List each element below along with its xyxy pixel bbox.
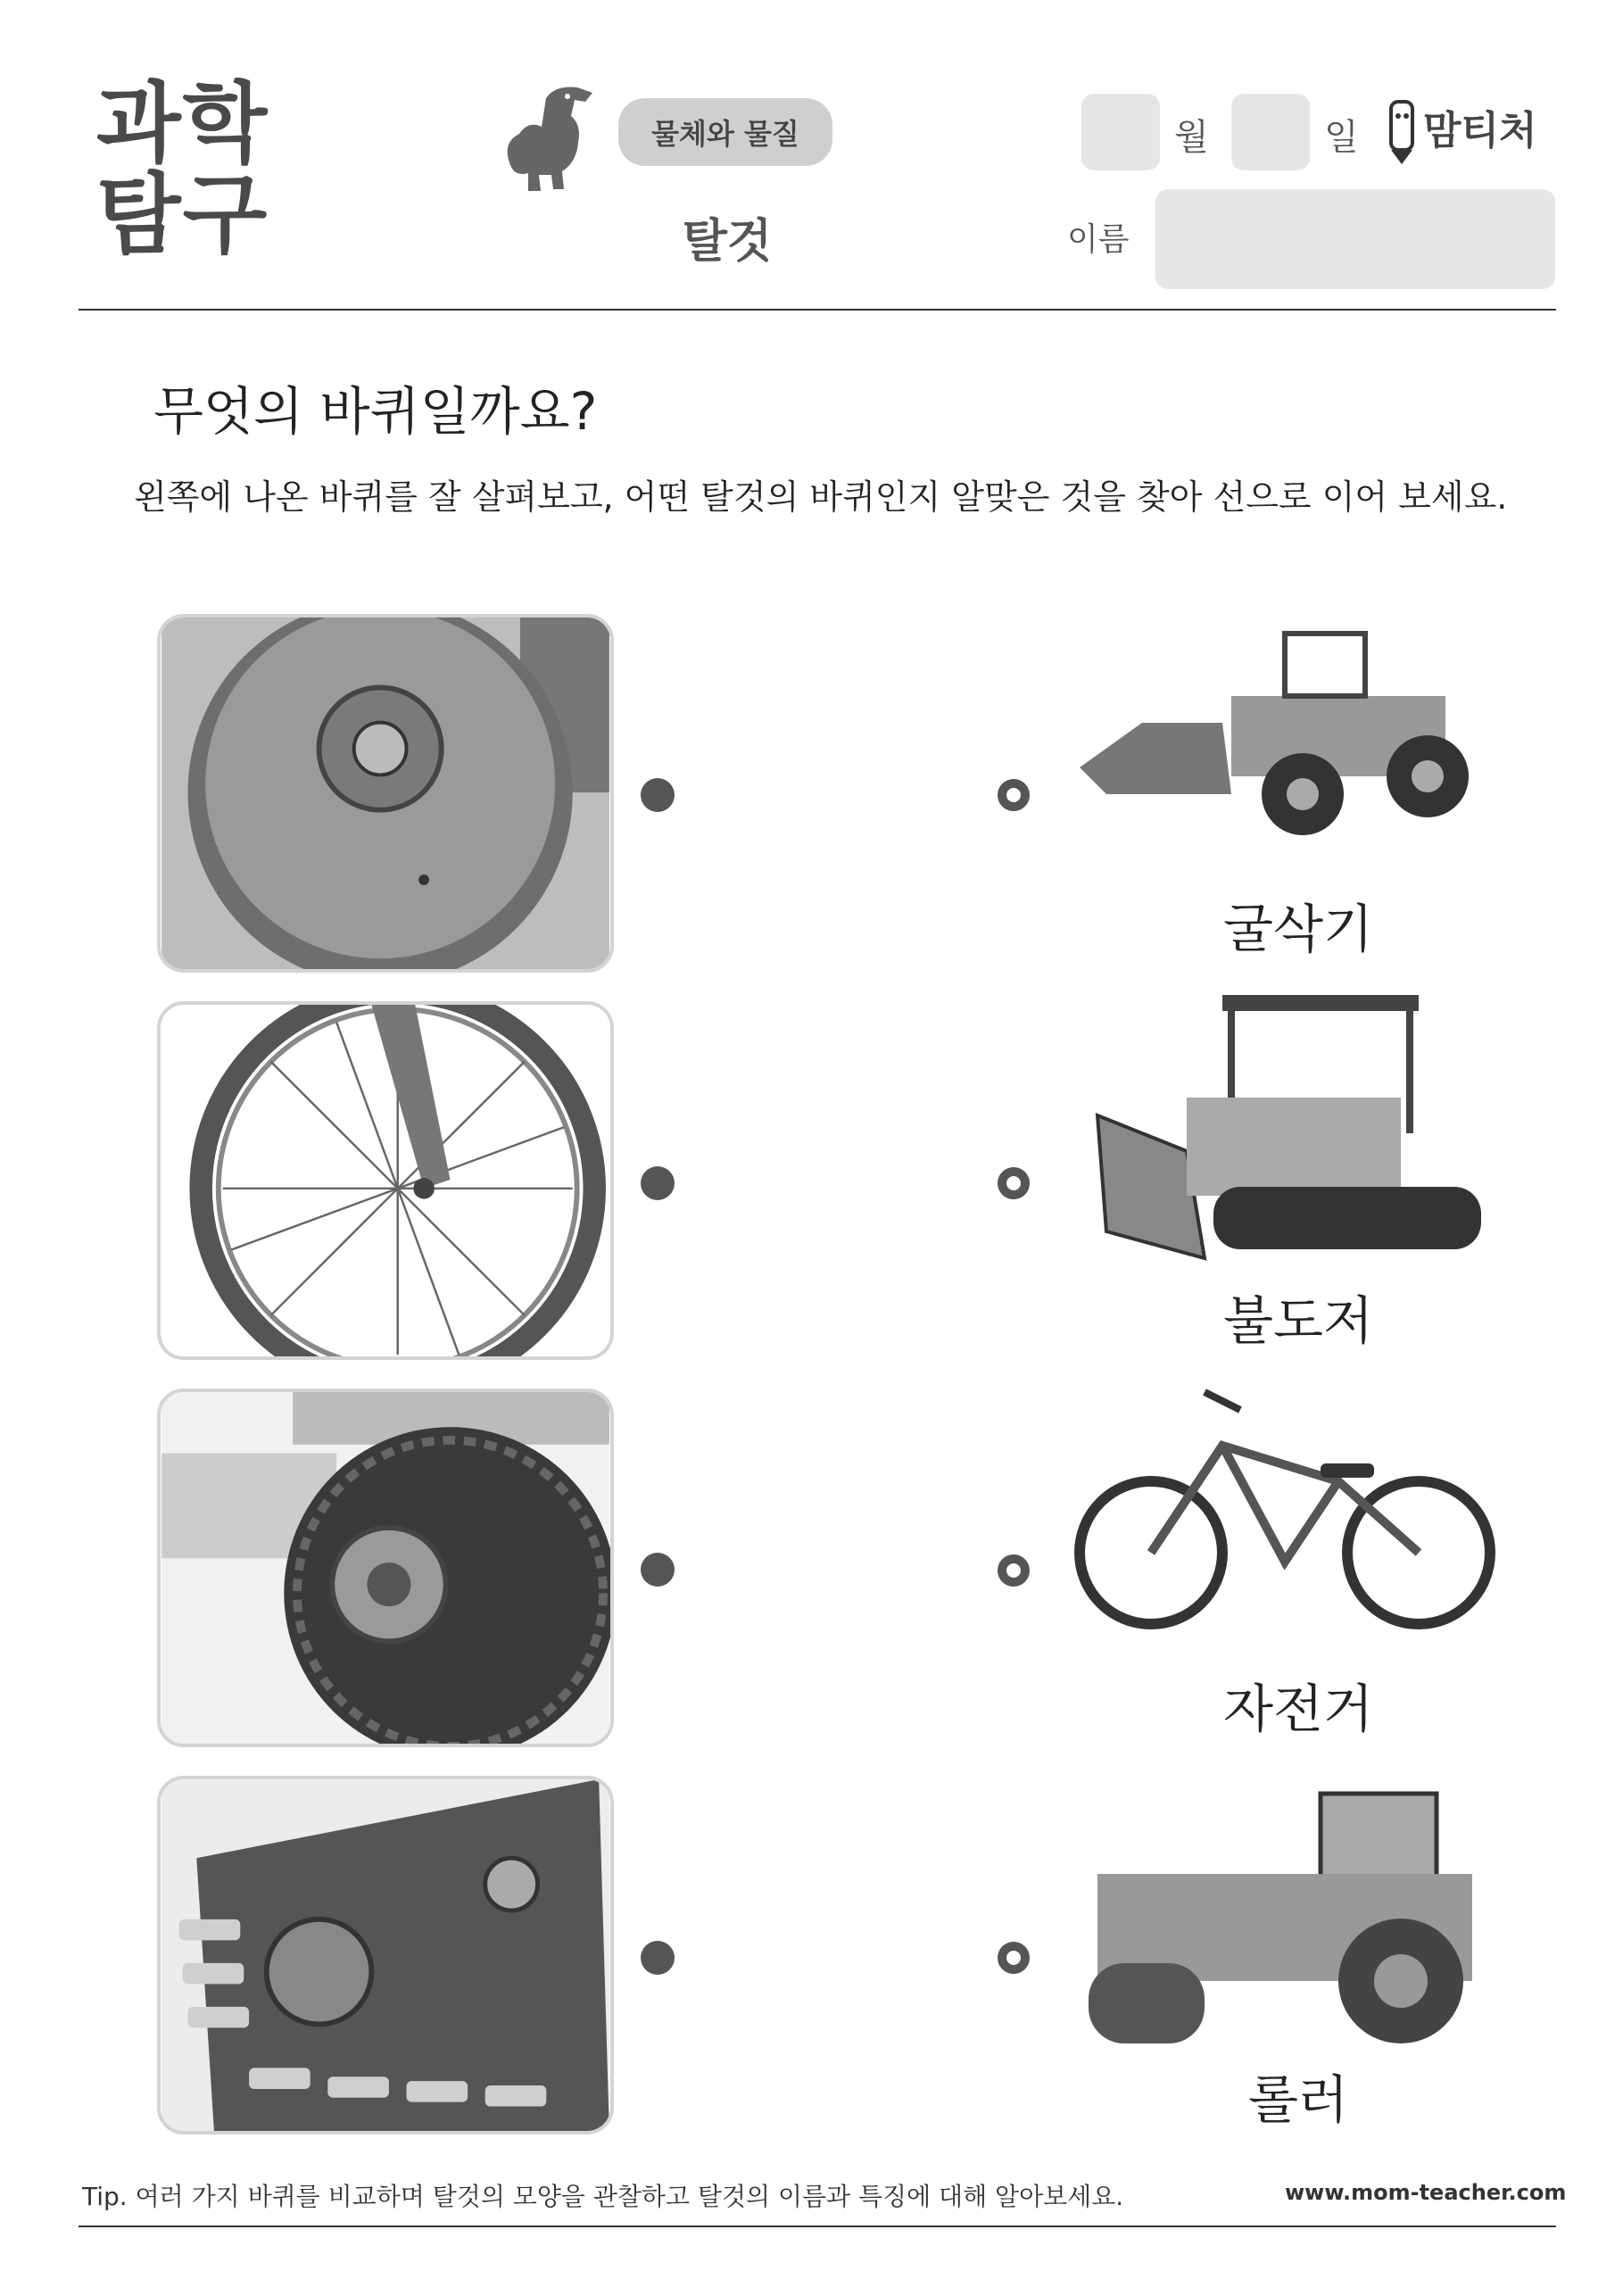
- road-roller-icon: [1071, 1785, 1499, 2052]
- dinosaur-icon: [493, 80, 617, 196]
- question-instruction: 왼쪽에 나온 바퀴를 잘 살펴보고, 어떤 탈것의 바퀴인지 알맞은 것을 찾아 선으로 이어 보세요.: [134, 477, 1508, 517]
- vehicle-dot-4[interactable]: [998, 1942, 1030, 1974]
- name-input[interactable]: [1155, 189, 1555, 289]
- bicycle-icon: [1071, 1374, 1499, 1642]
- vehicle-label-4: 롤러: [1247, 2069, 1349, 2130]
- wheel-dot-2[interactable]: [641, 1166, 675, 1200]
- vehicle-dot-3[interactable]: [998, 1554, 1030, 1587]
- wheel-panel-3: [157, 1388, 614, 1747]
- wheel-dot-3[interactable]: [641, 1553, 675, 1587]
- footer-divider: [79, 2226, 1556, 2227]
- vehicle-dot-1[interactable]: [998, 779, 1030, 811]
- bicycle-spoke-wheel-icon: [161, 1005, 610, 1356]
- topic-title: 탈것: [682, 215, 773, 269]
- day-label: 일: [1324, 117, 1359, 158]
- wheel-dot-4[interactable]: [641, 1941, 675, 1975]
- name-label: 이름: [1067, 221, 1130, 258]
- month-label: 월: [1174, 117, 1209, 158]
- vehicle-label-3: 자전거: [1222, 1678, 1374, 1739]
- loader-tire-wheel-icon: [161, 1392, 610, 1744]
- wheel-panel-1: [157, 614, 614, 973]
- wheel-dot-1[interactable]: [641, 778, 675, 812]
- bulldozer-icon: [1071, 991, 1499, 1276]
- vehicle-label-1: 굴삭기: [1222, 899, 1374, 959]
- vehicle-label-2: 불도저: [1222, 1290, 1374, 1351]
- wheel-panel-2: [157, 1001, 614, 1360]
- header-divider: [79, 309, 1556, 311]
- question-title: 무엇의 바퀴일까요?: [153, 381, 598, 442]
- bulldozer-track-wheel-icon: [161, 1779, 610, 2131]
- wheel-loader-icon: [1071, 616, 1499, 839]
- wheel-panel-4: [157, 1776, 614, 2134]
- website-link[interactable]: www.mom-teacher.com: [1285, 2180, 1567, 2205]
- logo-title: 과학 탐구: [96, 73, 269, 266]
- tip-text: Tip. 여러 가지 바퀴를 비교하며 탈것의 모양을 관찰하고 탈것의 이름과 특징에 대해 알아보세요.: [82, 2182, 1124, 2211]
- vehicle-dot-2[interactable]: [998, 1167, 1030, 1199]
- roller-drum-wheel-icon: [161, 618, 610, 969]
- brand-text: 맘티처: [1423, 108, 1537, 153]
- month-input[interactable]: [1081, 94, 1160, 170]
- category-badge: 물체와 물질: [618, 98, 832, 166]
- day-input[interactable]: [1231, 94, 1310, 170]
- brand-logo: [1387, 89, 1566, 166]
